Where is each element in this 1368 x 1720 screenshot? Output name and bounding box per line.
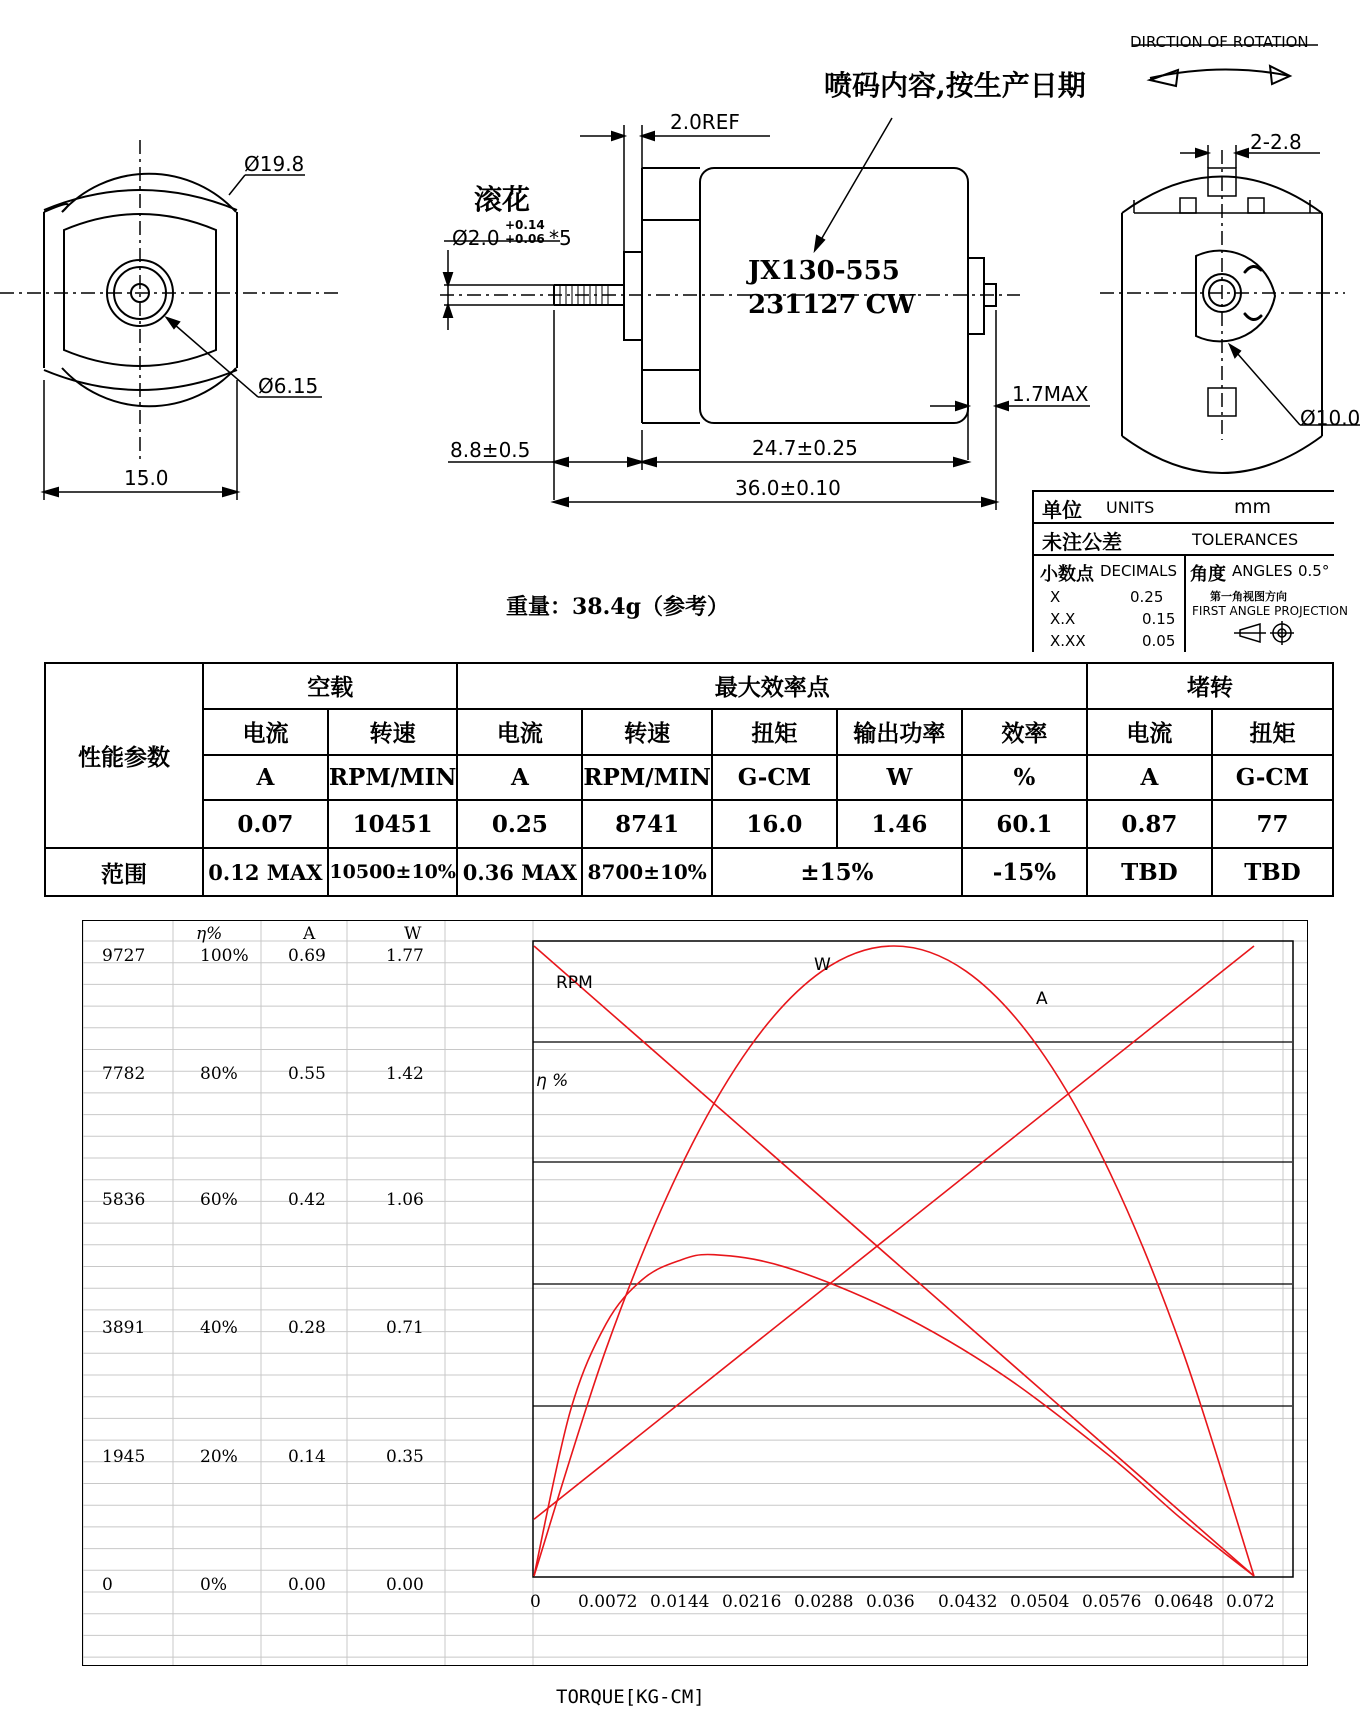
unit-cell: %: [962, 755, 1087, 801]
unit-en: UNITS: [1106, 498, 1155, 517]
col-header: 输出功率: [837, 709, 962, 755]
sheet-value: 1.42: [386, 1064, 424, 1084]
unit-cell: G-CM: [1212, 755, 1333, 801]
series-label-η%: η %: [536, 1071, 569, 1091]
tol-xx: X.X: [1050, 610, 1076, 628]
col-header: 扭矩: [712, 709, 837, 755]
value-cell: 0.87: [1087, 800, 1212, 848]
unit-val: mm: [1234, 496, 1272, 518]
tol-en: TOLERANCES: [1192, 530, 1299, 549]
sheet-value: 7782: [102, 1064, 146, 1084]
sheet-value: 9727: [102, 946, 146, 966]
col-header: 转速: [328, 709, 458, 755]
shaft-tol-upper: +0.14: [505, 218, 545, 232]
value-cell: 60.1: [962, 800, 1087, 848]
series-label-A: A: [1036, 989, 1048, 1009]
model-line1: JX130-555: [748, 256, 900, 286]
weight-note: 重量：38.4g（参考）: [506, 594, 729, 620]
series-line-η%: [534, 1254, 1254, 1576]
housing-dia: Ø19.8: [244, 152, 305, 176]
sheet-value: 0: [102, 1575, 113, 1595]
sheet-value: 3891: [102, 1318, 146, 1338]
col-header: 转速: [582, 709, 712, 755]
unit-cell: A: [457, 755, 582, 801]
x-tick-label: 0.0648: [1154, 1592, 1214, 1612]
group-stall: 堵转: [1087, 663, 1333, 709]
range-cell: TBD: [1212, 848, 1333, 896]
range-cell: TBD: [1087, 848, 1212, 896]
rear-dia: Ø10.0: [1300, 406, 1361, 430]
sheet-value: 0.35: [386, 1447, 424, 1467]
sheet-value: 1.77: [386, 946, 424, 966]
unit-cell: A: [203, 755, 328, 801]
col-header: 效率: [962, 709, 1087, 755]
tol-x-val: 0.25: [1130, 588, 1164, 606]
dec-en: DECIMALS: [1100, 562, 1178, 580]
sheet-value: 20%: [200, 1447, 238, 1467]
sheet-header-a: A: [303, 924, 316, 944]
plot-frame: [533, 941, 1293, 1577]
sheet-value: 0.00: [288, 1575, 326, 1595]
body-len: 24.7±0.25: [752, 436, 858, 460]
dec-cn: 小数点: [1040, 564, 1094, 585]
sheet-value: 80%: [200, 1064, 238, 1084]
sheet-value: 0.42: [288, 1190, 326, 1210]
range-cell: 0.36 MAX: [457, 848, 582, 896]
shaft-len: 8.8±0.5: [450, 438, 531, 462]
col-header: 电流: [1087, 709, 1212, 755]
unit-cell: RPM/MIN: [328, 755, 458, 801]
value-cell: 8741: [582, 800, 712, 848]
shaft-tol-lower: +0.06: [505, 232, 545, 246]
tol-xx-val: 0.15: [1142, 610, 1176, 628]
x-tick-label: 0.072: [1226, 1592, 1275, 1612]
range-cell: 0.12 MAX: [203, 848, 328, 896]
shaft-dia: Ø2.0: [452, 226, 500, 250]
row-header: 性能参数: [45, 663, 203, 848]
ang-val: 0.5°: [1298, 562, 1330, 580]
sheet-value: 0.00: [386, 1575, 424, 1595]
title-block: [1032, 490, 1348, 652]
knurl-label: 滚花: [474, 183, 531, 216]
col-header: 电流: [203, 709, 328, 755]
sheet-value: 1945: [102, 1447, 146, 1467]
unit-cell: A: [1087, 755, 1212, 801]
series-label-RPM: RPM: [556, 973, 593, 993]
sheet-value: 0.14: [288, 1447, 326, 1467]
shaft-count: *5: [549, 226, 572, 250]
ref-dim: 2.0REF: [670, 110, 740, 134]
x-tick-label: 0.0072: [578, 1592, 638, 1612]
front-view: [0, 140, 340, 500]
group-max-eff: 最大效率点: [457, 663, 1087, 709]
total-len: 36.0±0.10: [735, 476, 841, 500]
tol-xxx-val: 0.05: [1142, 632, 1176, 650]
value-cell: 16.0: [712, 800, 837, 848]
ang-en: ANGLES: [1232, 562, 1293, 580]
unit-cn: 单位: [1042, 498, 1082, 522]
sheet-value: 0.28: [288, 1318, 326, 1338]
sheet-value: 40%: [200, 1318, 238, 1338]
unit-cell: RPM/MIN: [582, 755, 712, 801]
rear-shaft: 1.7MAX: [1012, 382, 1089, 406]
unit-cell: W: [837, 755, 962, 801]
performance-table: [44, 662, 1334, 897]
range-cell: -15%: [962, 848, 1087, 896]
ang-cn: 角度: [1190, 564, 1226, 585]
x-tick-label: 0.0504: [1010, 1592, 1070, 1612]
sheet-value: 60%: [200, 1190, 238, 1210]
width-dim: 15.0: [124, 466, 169, 490]
sheet-value: 1.06: [386, 1190, 424, 1210]
x-tick-label: 0.0288: [794, 1592, 854, 1612]
range-cell: ±15%: [712, 848, 962, 896]
proj-cn: 第一角视图方向: [1210, 590, 1287, 603]
model-line2: 231127 CW: [748, 290, 916, 320]
value-cell: 0.07: [203, 800, 328, 848]
value-cell: 1.46: [837, 800, 962, 848]
x-tick-label: 0.036: [866, 1592, 915, 1612]
series-line-RPM: [534, 946, 1254, 1576]
col-header: 电流: [457, 709, 582, 755]
range-label: 范围: [45, 848, 203, 896]
range-cell: 8700±10%: [582, 848, 712, 896]
boss-dia: Ø6.15: [258, 374, 319, 398]
group-no-load: 空载: [203, 663, 457, 709]
sheet-value: 0.71: [386, 1318, 424, 1338]
proj-en: FIRST ANGLE PROJECTION: [1192, 604, 1348, 618]
range-cell: 10500±10%: [328, 848, 458, 896]
print-note: 喷码内容,按生产日期: [824, 69, 1086, 102]
x-tick-label: 0.0144: [650, 1592, 710, 1612]
sheet-value: 100%: [200, 946, 249, 966]
col-header: 扭矩: [1212, 709, 1333, 755]
projection-symbol-icon: [1234, 620, 1314, 650]
sheet-value: 0%: [200, 1575, 227, 1595]
plot-curves: [534, 946, 1254, 1576]
rotation-label: DIRCTION OF ROTATION: [1130, 33, 1309, 51]
unit-cell: G-CM: [712, 755, 837, 801]
slot-dim: 2-2.8: [1250, 130, 1302, 154]
x-tick-label: 0: [530, 1592, 541, 1612]
value-cell: 10451: [328, 800, 458, 848]
sheet-value: 5836: [102, 1190, 146, 1210]
sheet-value: 0.55: [288, 1064, 326, 1084]
value-cell: 0.25: [457, 800, 582, 848]
tol-cn: 未注公差: [1042, 530, 1122, 554]
x-tick-label: 0.0432: [938, 1592, 998, 1612]
curve-plot: [532, 940, 1294, 1580]
x-tick-label: 0.0576: [1082, 1592, 1142, 1612]
value-cell: 77: [1212, 800, 1333, 848]
series-label-W: W: [814, 955, 831, 975]
sheet-header-w: W: [404, 924, 422, 944]
sheet-value: 0.69: [288, 946, 326, 966]
tol-xxx: X.XX: [1050, 632, 1086, 650]
series-line-A: [534, 946, 1254, 1519]
plot-gridlines: [533, 1042, 1292, 1406]
tol-x: X: [1050, 588, 1061, 606]
x-tick-label: 0.0216: [722, 1592, 782, 1612]
sheet-header-eff: η%: [196, 924, 223, 944]
x-axis-label: TORQUE[KG-CM]: [556, 1686, 705, 1708]
